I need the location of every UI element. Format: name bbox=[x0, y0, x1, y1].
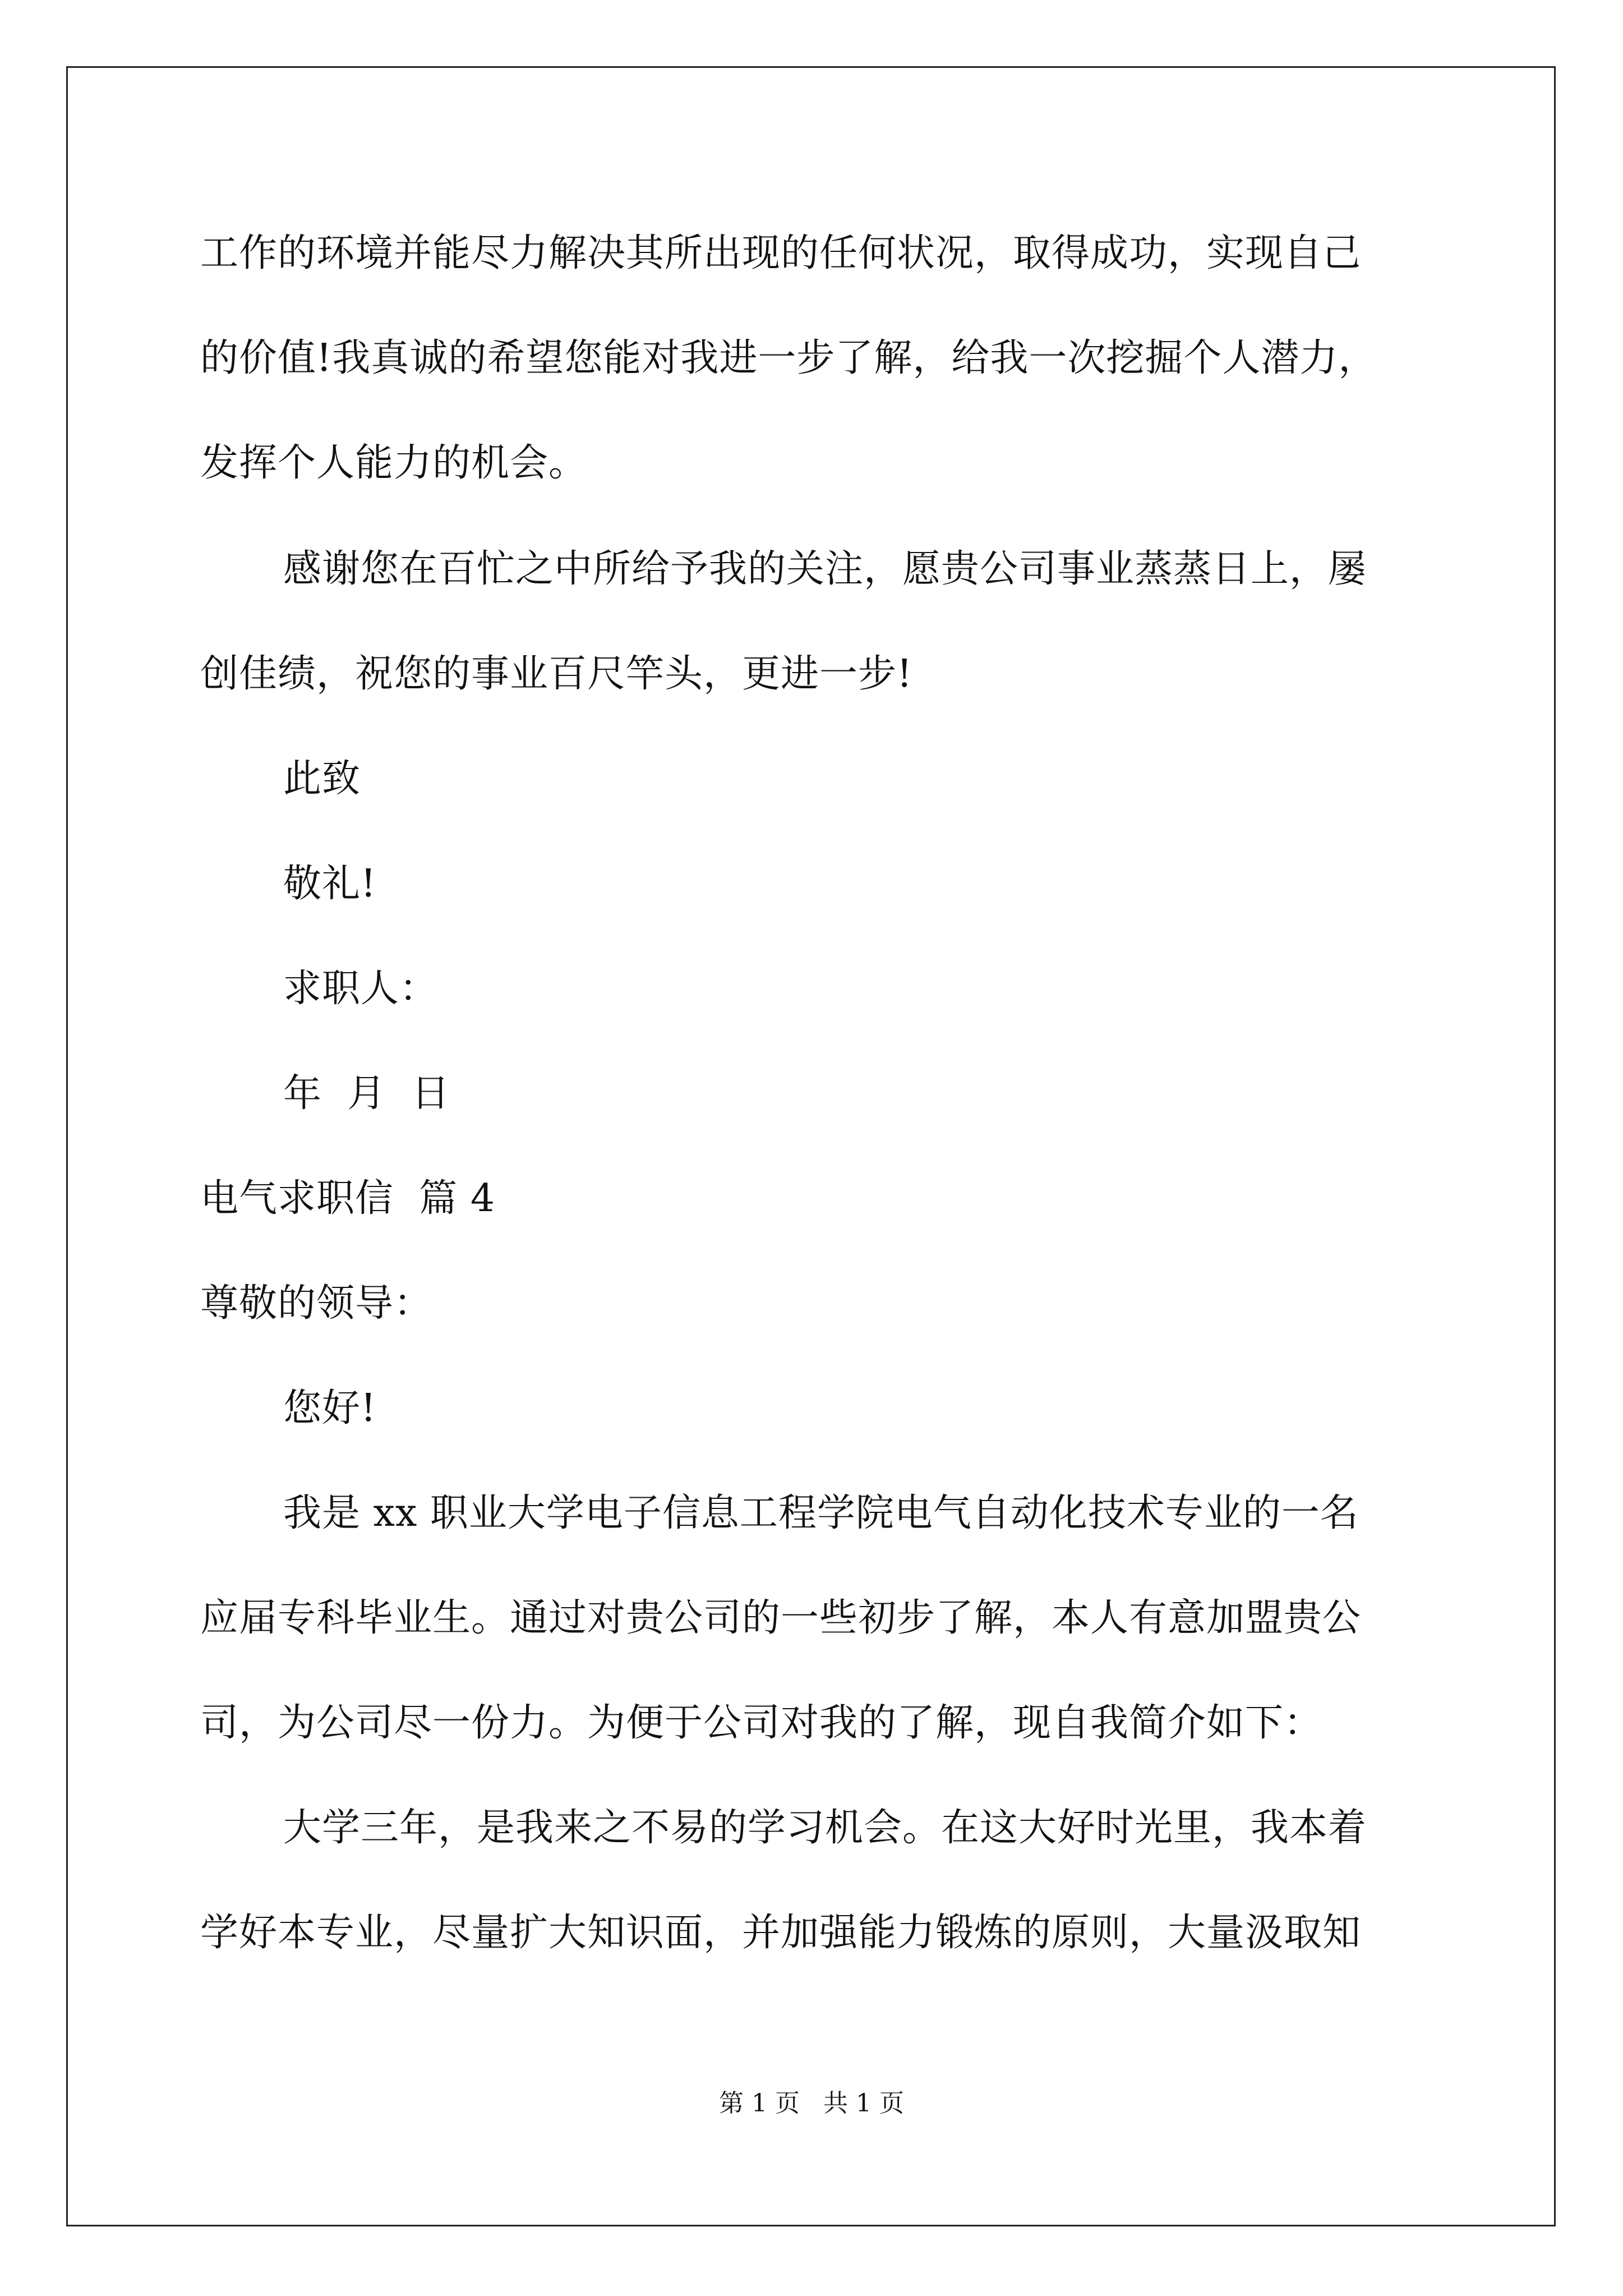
body-line: 司，为公司尽一份力。为便于公司对我的了解，现自我简介如下： bbox=[200, 1701, 1323, 1745]
greeting: 您好! bbox=[283, 1386, 377, 1430]
greeting-recipient: 尊敬的领导： bbox=[200, 1281, 433, 1326]
closing-regards: 敬礼! bbox=[283, 862, 377, 906]
signature-label: 求职人： bbox=[283, 967, 439, 1011]
body-line: 我是 xx 职业大学电子信息工程学院电气自动化技术专业的一名 bbox=[283, 1491, 1359, 1535]
page-frame bbox=[66, 66, 1556, 2226]
closing-salutation: 此致 bbox=[283, 757, 361, 801]
body-line: 的价值!我真诚的希望您能对我进一步了解，给我一次挖掘个人潜力， bbox=[200, 336, 1377, 380]
body-line: 发挥个人能力的机会。 bbox=[200, 441, 588, 485]
body-line: 创佳绩，祝您的事业百尺竿头，更进一步! bbox=[200, 652, 913, 696]
body-line: 学好本专业，尽量扩大知识面，并加强能力锻炼的原则，大量汲取知 bbox=[200, 1911, 1362, 1955]
page-number-footer: 第 1 页 共 1 页 bbox=[719, 2089, 904, 2118]
body-line: 感谢您在百忙之中所给予我的关注，愿贵公司事业蒸蒸日上，屡 bbox=[283, 547, 1367, 591]
body-line: 应届专科毕业生。通过对贵公司的一些初步了解，本人有意加盟贵公 bbox=[200, 1596, 1362, 1640]
body-line: 工作的环境并能尽力解决其所出现的任何状况，取得成功，实现自己 bbox=[200, 231, 1362, 275]
date-line: 年 月 日 bbox=[283, 1071, 450, 1116]
section-heading: 电气求职信 篇 4 bbox=[200, 1176, 496, 1221]
body-line: 大学三年，是我来之不易的学习机会。在这大好时光里，我本着 bbox=[283, 1806, 1367, 1850]
